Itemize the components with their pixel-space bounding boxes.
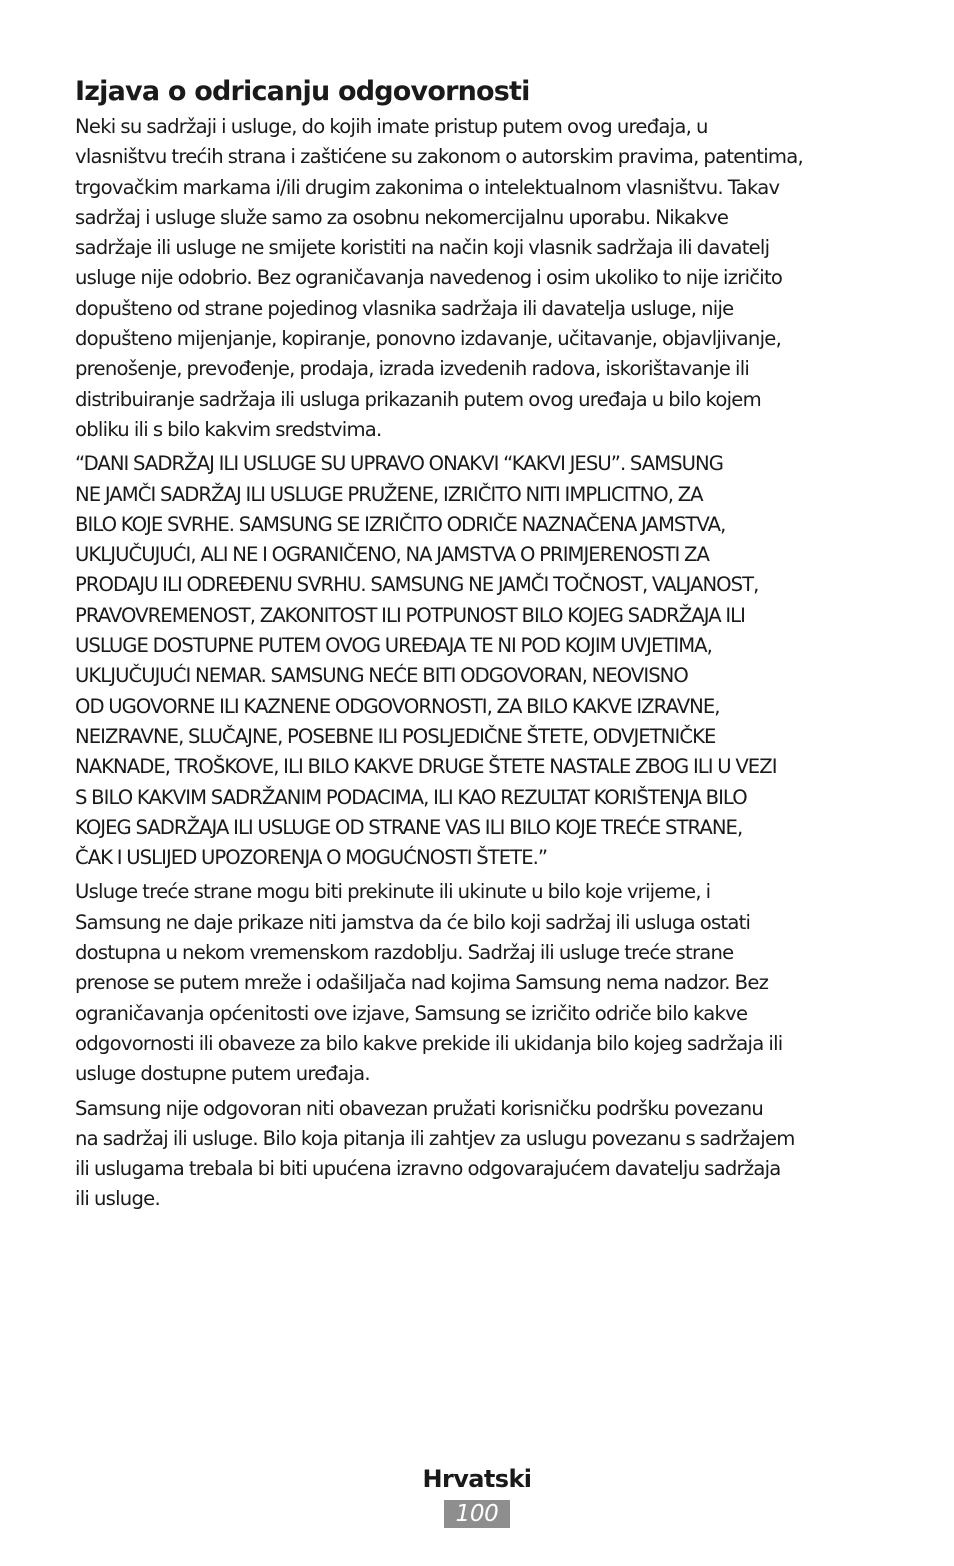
text-line: obliku ili s bilo kakvim sredstvima. [75,417,382,441]
text-line: sadržaje ili usluge ne smijete koristiti na način koji vlasnik sadržaja ili davatelj [75,236,770,260]
text-line: prenošenje, prevođenje, prodaja, izrada izvedenih radova, iskorištavanje ili [75,357,750,381]
text-line: KOJEG SADRŽAJA ILI USLUGE OD STRANE VAS ILI BILO KOJE TREĆE STRANE, [75,815,743,839]
text-line: UKLJUČUJUĆI, ALI NE I OGRANIČENO, NA JAMSTVA O PRIMJERENOSTI ZA [75,543,709,567]
text-line: vlasništvu trećih strana i zaštićene su zakonom o autorskim pravima, patentima, [75,145,803,169]
text-line: UKLJUČUJUĆI NEMAR. SAMSUNG NEĆE BITI ODGOVORAN, NEOVISNO [75,664,688,688]
text-line: ČAK I USLIJED UPOZORENJA O MOGUĆNOSTI ŠTETE.” [75,846,548,870]
text-line: Samsung ne daje prikaze niti jamstva da će bilo koji sadržaj ili usluga ostati [75,910,751,934]
text-line: Samsung nije odgovoran niti obavezan pružati korisničku podršku povezanu [75,1096,764,1120]
text-line: Neki su sadržaji i usluge, do kojih imate pristup putem ovog uređaja, u [75,115,708,138]
text-line: ili uslugama trebala bi biti upućena izravno odgovarajućem davatelju sadržaja [75,1157,781,1181]
text-line: PRAVOVREMENOST, ZAKONITOST ILI POTPUNOST BILO KOJEG SADRŽAJA ILI [75,603,745,627]
text-line: sadržaj i usluge služe samo za osobnu nekomercijalnu uporabu. Nikakve [75,205,729,229]
text-line: trgovačkim markama i/ili drugim zakonima o intelektualnom vlasništvu. Takav [75,175,780,199]
page-title: Izjava o odricanju odgovornosti [75,76,530,107]
text-line: prenose se putem mreže i odašiljača nad kojima Samsung nema nadzor. Bez [75,971,769,995]
document-body [75,74,887,1219]
paragraph-warranty-disclaimer [75,449,887,873]
text-line: “DANI SADRŽAJ ILI USLUGE SU UPRAVO ONAKVI “KAKVI JESU”. SAMSUNG [75,452,723,476]
text-line: OD UGOVORNE ILI KAZNENE ODGOVORNOSTI, ZA BILO KAKVE IZRAVNE, [75,694,720,718]
text-line: distribuiranje sadržaja ili usluga prikazanih putem ovog uređaja u bilo kojem [75,387,761,411]
text-line: na sadržaj ili usluge. Bilo koja pitanja ili zahtjev za uslugu povezanu s sadržajem [75,1126,795,1150]
text-line: ili usluge. [75,1187,160,1211]
text-line: usluge dostupne putem uređaja. [75,1062,370,1086]
text-line: dostupna u nekom vremenskom razdoblju. Sadržaj ili usluge treće strane [75,941,734,965]
text-line: ograničavanja općenitosti ove izjave, Samsung se izričito odriče bilo kakve [75,1001,748,1025]
text-line: dopušteno mijenjanje, kopiranje, ponovno izdavanje, učitavanje, objavljivanje, [75,327,782,351]
footer-language: Hrvatski [422,1465,532,1493]
text-line: NEIZRAVNE, SLUČAJNE, POSEBNE ILI POSLJEDIČNE ŠTETE, ODVJETNIČKE [75,724,716,748]
paragraph-support [75,1094,887,1215]
page-footer [0,1462,954,1528]
text-line: NAKNADE, TROŠKOVE, ILI BILO KAKVE DRUGE ŠTETE NASTALE ZBOG ILI U VEZI [75,755,777,779]
text-line: PRODAJU ILI ODREĐENU SVRHU. SAMSUNG NE JAMČI TOČNOST, VALJANOST, [75,573,759,597]
text-line: S BILO KAKVIM SADRŽANIM PODACIMA, ILI KAO REZULTAT KORIŠTENJA BILO [75,785,747,809]
text-line: Usluge treće strane mogu biti prekinute ili ukinute u bilo koje vrijeme, i [75,880,711,904]
paragraph-intro [75,112,887,445]
text-line: odgovornosti ili obaveze za bilo kakve prekide ili ukidanja bilo kojeg sadržaja ili [75,1031,783,1055]
text-line: dopušteno od strane pojedinog vlasnika sadržaja ili davatelja usluge, nije [75,296,734,320]
paragraph-third-party-services [75,877,887,1089]
text-line: USLUGE DOSTUPNE PUTEM OVOG UREĐAJA TE NI POD KOJIM UVJETIMA, [75,634,712,658]
text-line: usluge nije odobrio. Bez ograničavanja navedenog i osim ukoliko to nije izričito [75,266,783,290]
text-line: NE JAMČI SADRŽAJ ILI USLUGE PRUŽENE, IZRIČITO NITI IMPLICITNO, ZA [75,482,703,506]
page-number-badge: 100 [444,1500,510,1528]
text-line: BILO KOJE SVRHE. SAMSUNG SE IZRIČITO ODRIČE NAZNAČENA JAMSTVA, [75,512,726,536]
